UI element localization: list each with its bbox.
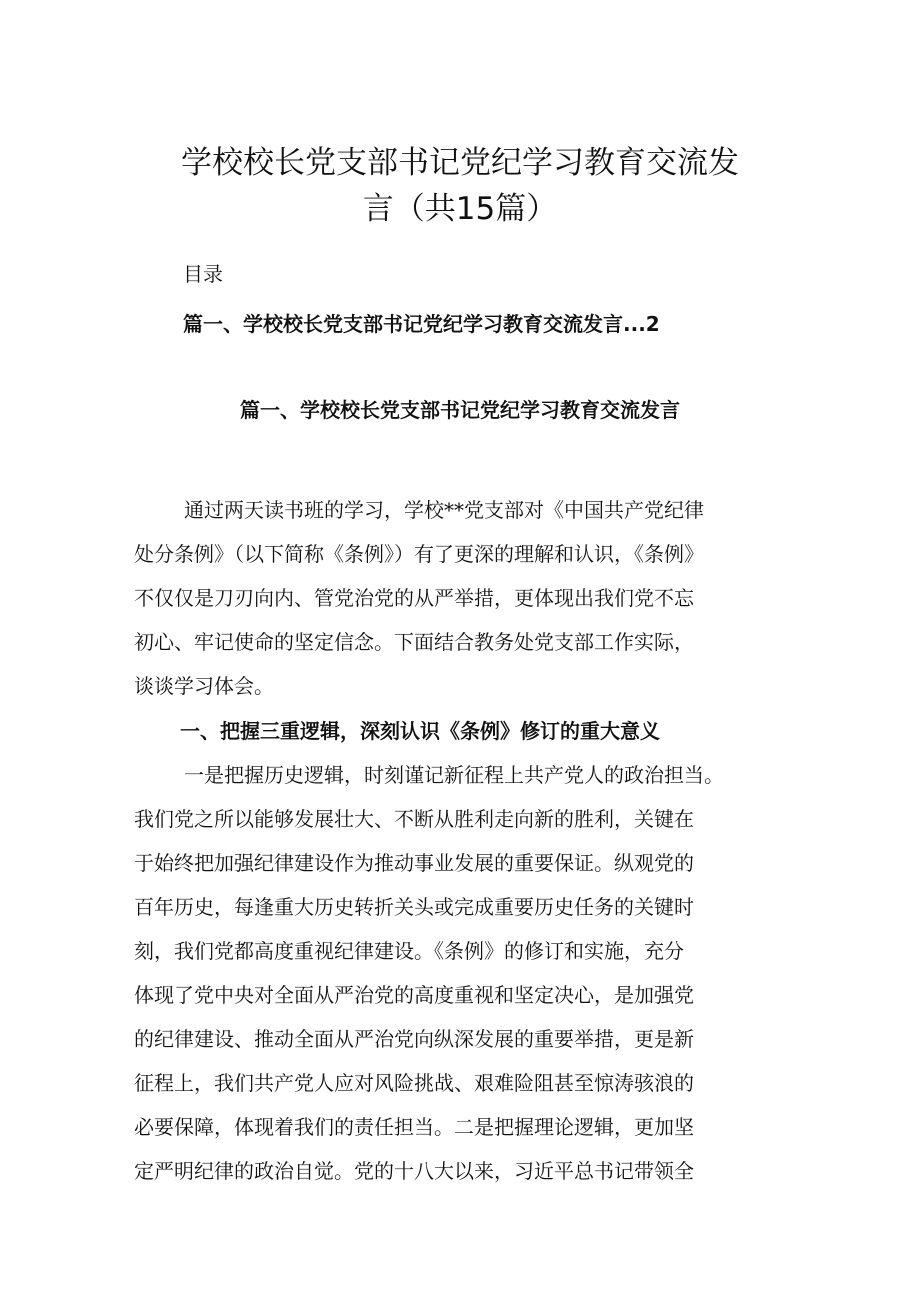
- subheading-1: 一、把握三重逻辑，深刻认识《条例》修订的重大意义: [180, 719, 660, 743]
- paragraph-line: 初心、牢记使命的坚定信念。下面结合教务处党支部工作实际，: [134, 630, 694, 654]
- paragraph-line: 百年历史，每逢重大历史转折关头或完成重要历史任务的关键时: [134, 895, 694, 919]
- toc-entry-1[interactable]: 篇一、学校校长党支部书记党纪学习教育交流发言...2: [183, 312, 660, 336]
- paragraph-line: 于始终把加强纪律建设作为推动事业发展的重要保证。纵观党的: [134, 851, 694, 875]
- document-title-line-2: 言（共15篇）: [362, 191, 558, 227]
- toc-heading: 目录: [183, 262, 223, 286]
- paragraph-line: 的纪律建设、推动全面从严治党向纵深发展的重要举措，更是新: [134, 1027, 694, 1051]
- section-title: 篇一、学校校长党支部书记党纪学习教育交流发言: [240, 398, 680, 422]
- paragraph-line: 谈谈学习体会。: [134, 674, 274, 698]
- paragraph-line: 不仅仅是刀刃向内、管党治党的从严举措，更体现出我们党不忘: [134, 586, 694, 610]
- paragraph-line: 刻，我们党都高度重视纪律建设。《条例》的修订和实施，充分: [134, 939, 684, 963]
- paragraph-line: 通过两天读书班的学习，学校**党支部对《中国共产党纪律: [184, 498, 704, 522]
- paragraph-line: 定严明纪律的政治自觉。党的十八大以来，习近平总书记带领全: [134, 1159, 694, 1183]
- paragraph-intro: [134, 488, 804, 708]
- paragraph-line: 必要保障，体现着我们的责任担当。二是把握理论逻辑，更加坚: [134, 1115, 694, 1139]
- paragraph-body: [134, 753, 804, 1193]
- document-title: [120, 140, 800, 232]
- paragraph-line: 一是把握历史逻辑，时刻谨记新征程上共产党人的政治担当。: [184, 763, 724, 787]
- paragraph-line: 我们党之所以能够发展壮大、不断从胜利走向新的胜利，关键在: [134, 807, 694, 831]
- paragraph-line: 体现了党中央对全面从严治党的高度重视和坚定决心，是加强党: [134, 983, 694, 1007]
- paragraph-line: 征程上，我们共产党人应对风险挑战、艰难险阻甚至惊涛骇浪的: [134, 1071, 694, 1095]
- document-title-line-1: 学校校长党支部书记党纪学习教育交流发: [181, 145, 739, 181]
- paragraph-line: 处分条例》（以下简称《条例》）有了更深的理解和认识，《条例》: [134, 542, 704, 566]
